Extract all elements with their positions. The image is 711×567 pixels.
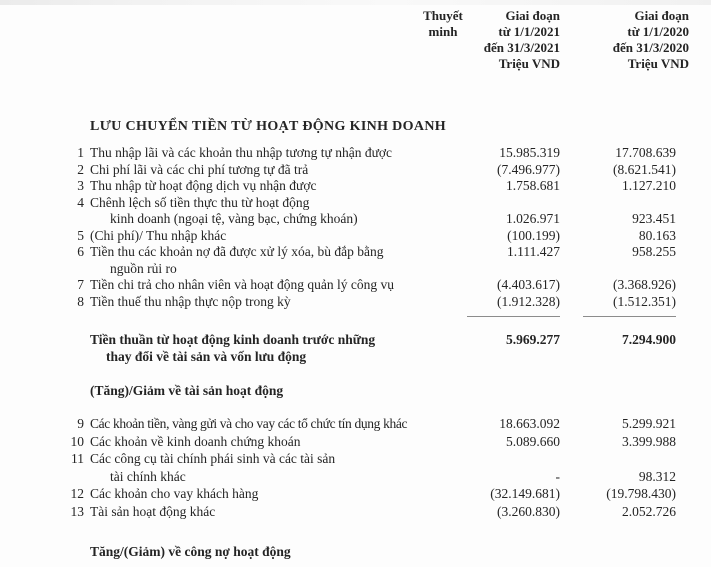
row-number: 12 bbox=[70, 486, 84, 501]
period-2020-line: Giai đoạn bbox=[634, 8, 689, 23]
table-row bbox=[0, 178, 711, 195]
table-row bbox=[0, 261, 711, 278]
table-row bbox=[0, 382, 711, 399]
subtotal-rules bbox=[0, 314, 711, 319]
table-row bbox=[0, 485, 711, 503]
row-label: Các công cụ tài chính phái sinh và các tài sản bbox=[90, 451, 336, 466]
subtotal-block bbox=[0, 331, 711, 365]
period-2020-line: Triệu VND bbox=[627, 56, 689, 71]
row-number: 4 bbox=[77, 194, 84, 210]
table-row bbox=[0, 450, 711, 468]
table-row bbox=[0, 118, 711, 135]
value-2021: (7.496.977) bbox=[497, 161, 560, 177]
value-2021: (1.912.328) bbox=[497, 293, 560, 309]
row-number: 3 bbox=[77, 178, 84, 193]
table-row bbox=[0, 277, 711, 294]
row-label: Các khoản cho vay khách hàng bbox=[90, 486, 259, 501]
value-2020: (3.368.926) bbox=[613, 277, 676, 292]
value-2020: 3.399.988 bbox=[622, 433, 676, 449]
value-2020: 923.451 bbox=[632, 211, 676, 226]
row-number: 9 bbox=[77, 416, 84, 431]
subtotal-label: Tiền thuần từ hoạt động kinh doanh trước những bbox=[90, 332, 376, 347]
table-row bbox=[0, 503, 711, 521]
value-2020: 5.299.921 bbox=[622, 416, 676, 431]
row-label-continued: tài chính khác bbox=[110, 468, 186, 484]
table-row bbox=[0, 195, 711, 212]
value-2020: 958.255 bbox=[632, 244, 676, 259]
row-label: Tài sản hoạt động khác bbox=[90, 503, 216, 519]
row-number: 13 bbox=[70, 503, 84, 519]
row-label: Tiền thuế thu nhập thực nộp trong kỳ bbox=[90, 293, 291, 309]
column-header-period-2020 bbox=[573, 8, 689, 72]
value-2021: (3.260.830) bbox=[497, 503, 560, 519]
period-2021-line: Triệu VND bbox=[498, 56, 560, 71]
table-row bbox=[0, 211, 711, 228]
row-label: Thu nhập lãi và các khoản thu nhập tương tự nhận được bbox=[90, 145, 393, 160]
table-row bbox=[0, 228, 711, 245]
value-2020: (8.621.541) bbox=[613, 161, 676, 177]
table-row bbox=[0, 244, 711, 261]
value-2021: (32.149.681) bbox=[490, 486, 560, 501]
row-label-continued: nguồn rủi ro bbox=[110, 260, 177, 276]
value-2021: 18.663.092 bbox=[499, 416, 560, 431]
subtotal-value-2021: 5.969.277 bbox=[506, 332, 560, 347]
operating-rows bbox=[0, 145, 711, 310]
value-2020: 2.052.726 bbox=[622, 503, 676, 519]
row-number: 1 bbox=[77, 145, 84, 160]
row-label: Tiền thu các khoản nợ đã được xử lý xóa, bù đắp bằng bbox=[90, 244, 384, 259]
row-number: 5 bbox=[77, 227, 84, 243]
section-title-assets: (Tăng)/Giảm về tài sản hoạt động bbox=[90, 383, 284, 398]
value-2020: 1.127.210 bbox=[622, 178, 676, 193]
row-label: Chênh lệch số tiền thực thu từ hoạt động bbox=[90, 194, 310, 210]
value-2021: 1.758.681 bbox=[506, 178, 560, 193]
value-2021: 5.089.660 bbox=[506, 433, 560, 449]
row-number: 7 bbox=[77, 277, 84, 292]
period-2021-line: Giai đoạn bbox=[505, 8, 560, 23]
row-number: 11 bbox=[71, 451, 84, 466]
scan-artifact bbox=[0, 0, 711, 5]
value-2021: 1.111.427 bbox=[507, 244, 560, 259]
row-label: Các khoản về kinh doanh chứng khoán bbox=[90, 433, 301, 449]
row-label: Các khoản tiền, vàng gửi và cho vay các tổ chức tín dụng khác bbox=[90, 416, 408, 431]
subtotal-row bbox=[0, 348, 711, 365]
subtotal-row bbox=[0, 331, 711, 348]
row-label: Chi phí lãi và các chi phí tương tự đã trả bbox=[90, 161, 309, 177]
subtotal-value-2020: 7.294.900 bbox=[622, 332, 676, 347]
value-2020: (19.798.430) bbox=[606, 486, 676, 501]
table-row bbox=[0, 415, 711, 433]
value-2020: 17.708.639 bbox=[615, 145, 676, 160]
value-2020: (1.512.351) bbox=[613, 293, 676, 309]
value-2020: 80.163 bbox=[638, 227, 676, 243]
value-2020: 98.312 bbox=[638, 468, 676, 484]
period-2021-line: đến 31/3/2021 bbox=[483, 40, 560, 55]
value-2021: (4.403.617) bbox=[497, 277, 560, 292]
column-header-note bbox=[406, 8, 466, 72]
table-row bbox=[0, 162, 711, 179]
row-number: 10 bbox=[70, 433, 84, 449]
column-header-note-line: minh bbox=[428, 24, 458, 39]
row-label: Thu nhập từ hoạt động dịch vụ nhận được bbox=[90, 178, 317, 193]
period-2020-line: từ 1/1/2020 bbox=[627, 24, 689, 39]
subtotal-label-continued: thay đổi về tài sản và vốn lưu động bbox=[106, 349, 307, 364]
value-2021: (100.199) bbox=[507, 227, 560, 243]
value-2021: 15.985.319 bbox=[499, 145, 560, 160]
row-number: 2 bbox=[77, 161, 84, 177]
column-header-period-2021 bbox=[466, 8, 560, 72]
table-header bbox=[0, 8, 711, 72]
table-row bbox=[0, 294, 711, 311]
row-label-continued: kinh doanh (ngoại tệ, vàng bạc, chứng khoán) bbox=[110, 211, 358, 226]
total-rule-2020 bbox=[583, 316, 676, 317]
period-2020-line: đến 31/3/2020 bbox=[612, 40, 689, 55]
section-title-operating: LƯU CHUYỂN TIỀN TỪ HOẠT ĐỘNG KINH DOANH bbox=[90, 119, 447, 134]
table-row bbox=[0, 433, 711, 451]
row-number: 8 bbox=[77, 293, 84, 309]
period-2021-line: từ 1/1/2021 bbox=[498, 24, 560, 39]
row-label: Tiền chi trả cho nhân viên và hoạt động quản lý công vụ bbox=[90, 277, 394, 292]
table-row bbox=[0, 145, 711, 162]
assets-rows bbox=[0, 415, 711, 520]
table-row bbox=[0, 543, 711, 560]
value-2021: - bbox=[555, 468, 560, 484]
table-row bbox=[0, 468, 711, 486]
row-number: 6 bbox=[77, 244, 84, 259]
section-title-liabilities: Tăng/(Giảm) về công nợ hoạt động bbox=[90, 544, 291, 559]
total-rule-2021 bbox=[467, 316, 560, 317]
column-header-note-line: Thuyết bbox=[423, 8, 463, 23]
row-label: (Chi phí)/ Thu nhập khác bbox=[90, 227, 227, 243]
value-2021: 1.026.971 bbox=[506, 211, 560, 226]
